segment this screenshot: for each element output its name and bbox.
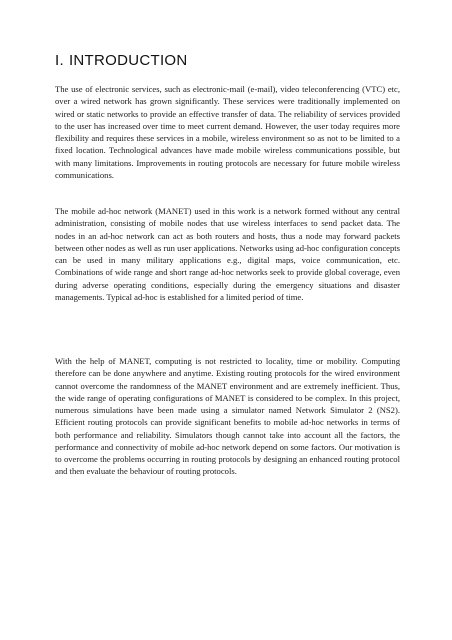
paragraph-motivation: With the help of MANET, computing is not restricted to locality, time or mobility. Computing therefore can be done anywhere and anytime. Existing routing protocols for the wired environment cannot overcome the randomness of the MANET environment and are extremely inefficient. Thus, the wide range of operating configurations of MANET is considered to be complex. In this project, numerous simulations have been made using a simulator named Network Simulator 2 (NS2). Efficient routing protocols can provide significant benefits to mobile ad-hoc networks in terms of both performance and reliability. Simulators though cannot take into account all the factors, the performance and connectivity of mobile ad-hoc network depend on some factors. Our motivation is to overcome the problems occurring in routing protocols by designing an enhanced routing protocol and then evaluate the behaviour of routing protocols. (55, 356, 400, 477)
paragraph-electronic-services: The use of electronic services, such as electronic-mail (e-mail), video teleconferencing (VTC) etc, over a wired network has grown significantly. These services were traditionally implemented on wired or static networks to provide an effective transfer of data. The reliability of services provided to the user has increased over time to meet current demand. However, the user today requires more flexibility and requires these services in a mobile, wireless environment so as not to be limited to a fixed location. Technological advances have made mobile wireless communications possible, but with many limitations. Improvements in routing protocols are necessary for future mobile wireless communications. (55, 84, 400, 180)
section-title: INTRODUCTION (68, 52, 188, 69)
section-number: I. (55, 52, 64, 69)
section-heading (55, 52, 188, 69)
paragraph-manet-definition: The mobile ad-hoc network (MANET) used in this work is a network formed without any central administration, consisting of mobile nodes that use wireless interfaces to send packet data. The nodes in an ad-hoc network can act as both routers and hosts, thus a node may forward packets between other nodes as well as run user applications. Networks using ad-hoc configuration concepts can be used in many military applications e.g., digital maps, voice communication, etc. Combinations of wide range and short range ad-hoc networks seek to provide global coverage, even during adverse operating conditions, especially during the emergency situations and disaster managements. Typical ad-hoc is established for a limited period of time. (55, 206, 400, 302)
